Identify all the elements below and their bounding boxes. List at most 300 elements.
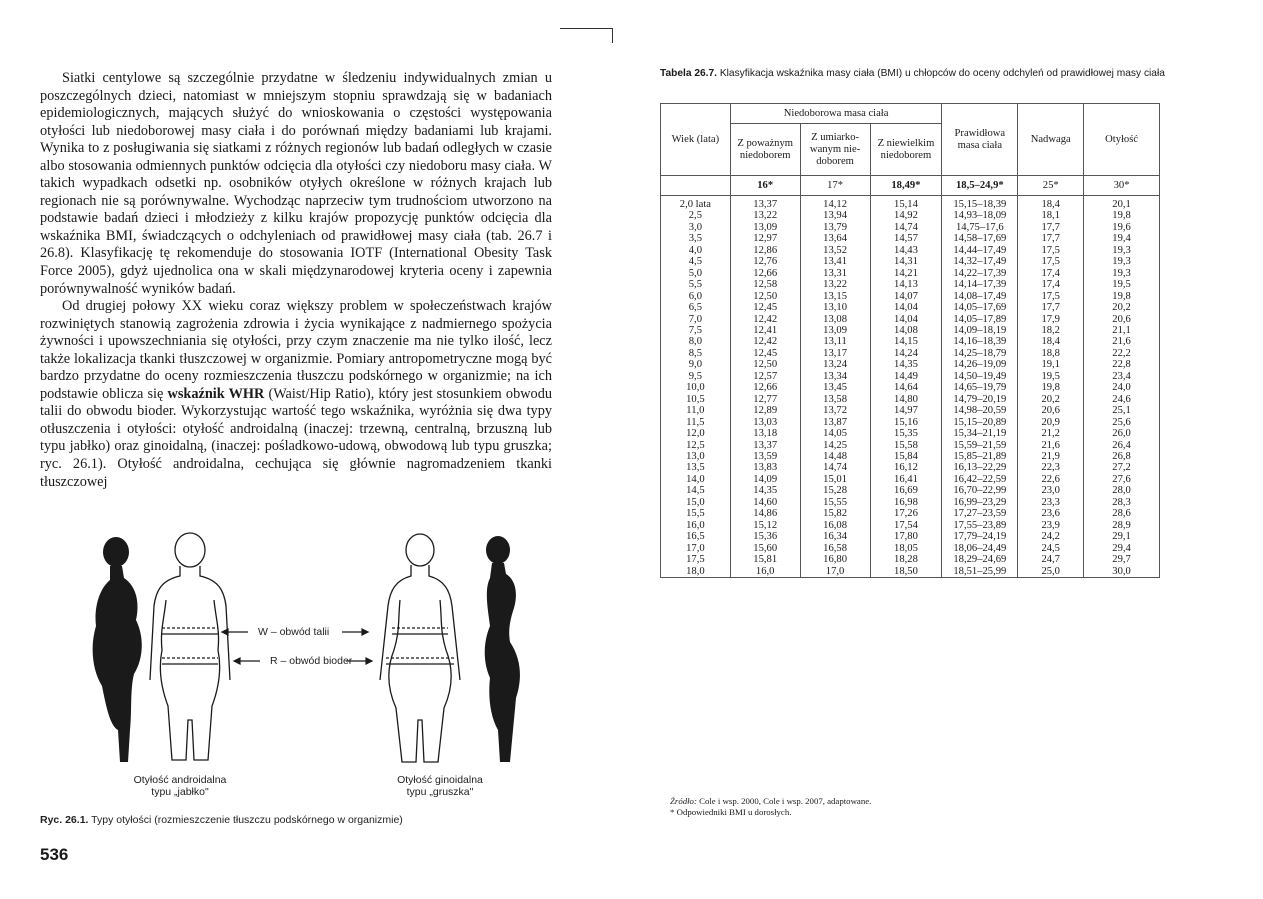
value-cell: 17,7	[1018, 233, 1084, 244]
header-moderate: Z umiarko-wanym nie-doborem	[800, 124, 870, 176]
value-cell: 12,50	[730, 291, 800, 302]
value-cell: 18,2	[1018, 325, 1084, 336]
value-cell: 15,85–21,89	[942, 451, 1018, 462]
value-cell: 14,04	[870, 314, 942, 325]
value-cell: 14,15	[870, 336, 942, 347]
value-cell: 13,11	[800, 336, 870, 347]
value-cell: 16,70–22,99	[942, 485, 1018, 496]
value-cell: 19,5	[1084, 279, 1160, 290]
value-cell: 14,05–17,69	[942, 302, 1018, 313]
cutoff-cell: 30*	[1084, 176, 1160, 196]
value-cell: 12,45	[730, 302, 800, 313]
table-row	[661, 371, 1160, 382]
value-cell: 14,43	[870, 245, 942, 256]
age-cell: 6,0	[661, 291, 731, 302]
value-cell: 14,79–20,19	[942, 394, 1018, 405]
table-row	[661, 233, 1160, 244]
value-cell: 16,80	[800, 554, 870, 565]
table-row	[661, 405, 1160, 416]
value-cell: 15,14	[870, 196, 942, 211]
value-cell: 22,2	[1084, 348, 1160, 359]
value-cell: 15,59–21,59	[942, 440, 1018, 451]
age-cell: 17,5	[661, 554, 731, 565]
pear-caption	[370, 774, 510, 798]
value-cell: 12,66	[730, 268, 800, 279]
value-cell: 14,49	[870, 371, 942, 382]
value-cell: 20,6	[1018, 405, 1084, 416]
value-cell: 24,7	[1018, 554, 1084, 565]
value-cell: 17,55–23,89	[942, 520, 1018, 531]
value-cell: 12,42	[730, 336, 800, 347]
value-cell: 14,32–17,49	[942, 256, 1018, 267]
value-cell: 25,0	[1018, 566, 1084, 578]
age-cell: 9,0	[661, 359, 731, 370]
figure-caption-text: Typy otyłości (rozmieszczenie tłuszczu podskórnego w organizmie)	[88, 814, 403, 826]
value-cell: 20,2	[1018, 394, 1084, 405]
header-normal: Prawidłowa masa ciała	[942, 104, 1018, 176]
value-cell: 13,87	[800, 417, 870, 428]
value-cell: 13,37	[730, 196, 800, 211]
value-cell: 28,3	[1084, 497, 1160, 508]
table-row	[661, 222, 1160, 233]
table-row	[661, 566, 1160, 578]
apple-outline	[150, 533, 230, 760]
value-cell: 13,10	[800, 302, 870, 313]
age-cell: 18,0	[661, 566, 731, 578]
table-row	[661, 417, 1160, 428]
cutoff-cell: 16*	[730, 176, 800, 196]
age-cell: 4,0	[661, 245, 731, 256]
header-obesity: Otyłość	[1084, 104, 1160, 176]
value-cell: 14,26–19,09	[942, 359, 1018, 370]
value-cell: 17,0	[800, 566, 870, 578]
value-cell: 14,60	[730, 497, 800, 508]
table-row	[661, 428, 1160, 439]
table-row	[661, 531, 1160, 542]
table-footnote: * Odpowiedniki BMI u dorosłych.	[670, 806, 792, 817]
value-cell: 19,5	[1018, 371, 1084, 382]
value-cell: 19,6	[1084, 222, 1160, 233]
table-row	[661, 291, 1160, 302]
value-cell: 22,8	[1084, 359, 1160, 370]
age-cell: 17,0	[661, 543, 731, 554]
value-cell: 15,82	[800, 508, 870, 519]
value-cell: 29,4	[1084, 543, 1160, 554]
value-cell: 15,36	[730, 531, 800, 542]
value-cell: 17,5	[1018, 291, 1084, 302]
value-cell: 12,41	[730, 325, 800, 336]
age-cell: 8,0	[661, 336, 731, 347]
table-source-text: Cole i wsp. 2000, Cole i wsp. 2007, adaptowane.	[696, 796, 872, 806]
value-cell: 13,31	[800, 268, 870, 279]
table-row	[661, 268, 1160, 279]
value-cell: 14,09–18,19	[942, 325, 1018, 336]
value-cell: 18,4	[1018, 196, 1084, 211]
value-cell: 13,09	[730, 222, 800, 233]
value-cell: 18,51–25,99	[942, 566, 1018, 578]
age-cell: 7,5	[661, 325, 731, 336]
value-cell: 13,17	[800, 348, 870, 359]
value-cell: 25,6	[1084, 417, 1160, 428]
value-cell: 14,31	[870, 256, 942, 267]
age-cell: 3,0	[661, 222, 731, 233]
value-cell: 15,58	[870, 440, 942, 451]
value-cell: 13,45	[800, 382, 870, 393]
table-row	[661, 302, 1160, 313]
value-cell: 16,69	[870, 485, 942, 496]
table-row	[661, 245, 1160, 256]
value-cell: 15,01	[800, 474, 870, 485]
value-cell: 17,80	[870, 531, 942, 542]
value-cell: 13,09	[800, 325, 870, 336]
header-severe: Z poważnym niedoborem	[730, 124, 800, 176]
table-title-text: Klasyfikacja wskaźnika masy ciała (BMI) u chłopców do oceny odchyleń od prawidłowej masy ciała	[717, 68, 1165, 79]
table-row	[661, 196, 1160, 211]
value-cell: 14,74	[800, 462, 870, 473]
value-cell: 12,76	[730, 256, 800, 267]
value-cell: 26,4	[1084, 440, 1160, 451]
value-cell: 18,50	[870, 566, 942, 578]
value-cell: 14,12	[800, 196, 870, 211]
age-cell: 14,0	[661, 474, 731, 485]
value-cell: 23,4	[1084, 371, 1160, 382]
value-cell: 15,34–21,19	[942, 428, 1018, 439]
value-cell: 20,9	[1018, 417, 1084, 428]
table-notes	[670, 796, 1150, 817]
cutoff-cell-empty	[661, 176, 731, 196]
table-row	[661, 382, 1160, 393]
table-row	[661, 210, 1160, 221]
value-cell: 13,15	[800, 291, 870, 302]
age-cell: 4,5	[661, 256, 731, 267]
table-row	[661, 520, 1160, 531]
value-cell: 13,94	[800, 210, 870, 221]
value-cell: 15,12	[730, 520, 800, 531]
table-source-label: Źródło:	[670, 796, 697, 806]
age-cell: 16,0	[661, 520, 731, 531]
value-cell: 14,75–17,6	[942, 222, 1018, 233]
value-cell: 14,05	[800, 428, 870, 439]
value-cell: 28,6	[1084, 508, 1160, 519]
value-cell: 14,24	[870, 348, 942, 359]
value-cell: 19,3	[1084, 256, 1160, 267]
value-cell: 14,93–18,09	[942, 210, 1018, 221]
value-cell: 14,48	[800, 451, 870, 462]
age-cell: 8,5	[661, 348, 731, 359]
value-cell: 14,25	[800, 440, 870, 451]
table-row	[661, 451, 1160, 462]
value-cell: 13,34	[800, 371, 870, 382]
value-cell: 14,09	[730, 474, 800, 485]
table-source	[670, 796, 1150, 807]
apple-caption-line2: typu „jabłko"	[151, 786, 209, 798]
value-cell: 14,05–17,89	[942, 314, 1018, 325]
value-cell: 19,8	[1018, 382, 1084, 393]
header-mild: Z niewielkim niedoborem	[870, 124, 942, 176]
value-cell: 20,2	[1084, 302, 1160, 313]
value-cell: 14,25–18,79	[942, 348, 1018, 359]
value-cell: 14,35	[730, 485, 800, 496]
value-cell: 24,0	[1084, 382, 1160, 393]
value-cell: 19,8	[1084, 291, 1160, 302]
value-cell: 16,99–23,29	[942, 497, 1018, 508]
value-cell: 14,44–17,49	[942, 245, 1018, 256]
table-row	[661, 279, 1160, 290]
cutoff-cell: 18,49*	[870, 176, 942, 196]
value-cell: 12,89	[730, 405, 800, 416]
value-cell: 19,3	[1084, 268, 1160, 279]
value-cell: 15,55	[800, 497, 870, 508]
value-cell: 24,5	[1018, 543, 1084, 554]
value-cell: 21,2	[1018, 428, 1084, 439]
value-cell: 14,92	[870, 210, 942, 221]
header-underweight-group: Niedoborowa masa ciała	[730, 104, 942, 124]
age-cell: 13,0	[661, 451, 731, 462]
value-cell: 19,4	[1084, 233, 1160, 244]
value-cell: 26,0	[1084, 428, 1160, 439]
crop-mark	[560, 28, 613, 43]
value-cell: 12,66	[730, 382, 800, 393]
value-cell: 14,08–17,49	[942, 291, 1018, 302]
value-cell: 12,42	[730, 314, 800, 325]
waist-label: W – obwód talii	[258, 626, 330, 638]
table-row	[661, 543, 1160, 554]
value-cell: 15,60	[730, 543, 800, 554]
value-cell: 16,08	[800, 520, 870, 531]
value-cell: 21,6	[1084, 336, 1160, 347]
value-cell: 14,21	[870, 268, 942, 279]
value-cell: 28,9	[1084, 520, 1160, 531]
cutoff-cell: 25*	[1018, 176, 1084, 196]
value-cell: 15,15–20,89	[942, 417, 1018, 428]
table-row	[661, 394, 1160, 405]
value-cell: 18,8	[1018, 348, 1084, 359]
age-cell: 2,0 lata	[661, 196, 731, 211]
value-cell: 18,29–24,69	[942, 554, 1018, 565]
apple-silhouette	[93, 537, 142, 762]
table-row	[661, 325, 1160, 336]
value-cell: 18,06–24,49	[942, 543, 1018, 554]
value-cell: 13,22	[730, 210, 800, 221]
value-cell: 14,65–19,79	[942, 382, 1018, 393]
age-cell: 7,0	[661, 314, 731, 325]
value-cell: 12,86	[730, 245, 800, 256]
age-cell: 14,5	[661, 485, 731, 496]
value-cell: 13,79	[800, 222, 870, 233]
age-cell: 11,5	[661, 417, 731, 428]
left-page	[0, 0, 620, 899]
value-cell: 14,64	[870, 382, 942, 393]
value-cell: 12,50	[730, 359, 800, 370]
age-cell: 15,0	[661, 497, 731, 508]
apple-caption-line1: Otyłość androidalna	[133, 774, 227, 786]
value-cell: 14,50–19,49	[942, 371, 1018, 382]
value-cell: 14,58–17,69	[942, 233, 1018, 244]
value-cell: 13,08	[800, 314, 870, 325]
value-cell: 14,07	[870, 291, 942, 302]
age-cell: 11,0	[661, 405, 731, 416]
value-cell: 13,59	[730, 451, 800, 462]
value-cell: 29,1	[1084, 531, 1160, 542]
value-cell: 15,28	[800, 485, 870, 496]
value-cell: 13,72	[800, 405, 870, 416]
age-cell: 12,5	[661, 440, 731, 451]
value-cell: 27,6	[1084, 474, 1160, 485]
value-cell: 14,13	[870, 279, 942, 290]
table-row	[661, 554, 1160, 565]
value-cell: 17,5	[1018, 256, 1084, 267]
hip-label: R – obwód bioder	[270, 655, 353, 667]
value-cell: 13,83	[730, 462, 800, 473]
value-cell: 17,26	[870, 508, 942, 519]
value-cell: 14,80	[870, 394, 942, 405]
value-cell: 13,22	[800, 279, 870, 290]
table-row	[661, 462, 1160, 473]
figure-caption-label: Ryc. 26.1.	[40, 814, 89, 826]
value-cell: 19,3	[1084, 245, 1160, 256]
value-cell: 14,86	[730, 508, 800, 519]
apple-caption	[110, 774, 250, 798]
value-cell: 15,15–18,39	[942, 196, 1018, 211]
age-cell: 12,0	[661, 428, 731, 439]
value-cell: 13,58	[800, 394, 870, 405]
table-row	[661, 485, 1160, 496]
age-cell: 5,0	[661, 268, 731, 279]
value-cell: 17,9	[1018, 314, 1084, 325]
value-cell: 16,12	[870, 462, 942, 473]
age-cell: 10,0	[661, 382, 731, 393]
value-cell: 16,98	[870, 497, 942, 508]
value-cell: 17,27–23,59	[942, 508, 1018, 519]
value-cell: 16,41	[870, 474, 942, 485]
pear-silhouette	[485, 536, 520, 762]
page-number: 536	[40, 845, 69, 864]
value-cell: 26,8	[1084, 451, 1160, 462]
table-row	[661, 440, 1160, 451]
pear-caption-line1: Otyłość ginoidalna	[397, 774, 483, 786]
right-page	[640, 0, 1263, 899]
table-label: Tabela 26.7.	[660, 68, 718, 79]
value-cell: 12,97	[730, 233, 800, 244]
body-text	[40, 70, 552, 491]
value-cell: 12,57	[730, 371, 800, 382]
value-cell: 15,16	[870, 417, 942, 428]
paragraph-2-start: Od drugiej połowy XX wieku coraz większy problem w społeczeństwach krajów rozwiniętych stanowią zagrożenia zdrowia i życia wynikające z nadmiernego spożycia żywności i upowszechniania się otyłości, przy czym znaczenie ma nie tylko ilość, lecz także lokalizacja tkanki tłuszczowej w organizmie. Pomiary antropometryczne mogą być bardzo przydatne do oceny rozmieszczenia tłuszczu podskórnego w organizmie; na ich podstawie oblicza się	[40, 298, 552, 402]
value-cell: 27,2	[1084, 462, 1160, 473]
value-cell: 17,5	[1018, 245, 1084, 256]
value-cell: 21,6	[1018, 440, 1084, 451]
figure-caption	[40, 814, 560, 826]
value-cell: 14,22–17,39	[942, 268, 1018, 279]
value-cell: 13,03	[730, 417, 800, 428]
value-cell: 16,42–22,59	[942, 474, 1018, 485]
table-row	[661, 336, 1160, 347]
value-cell: 18,4	[1018, 336, 1084, 347]
table-row	[661, 497, 1160, 508]
value-cell: 13,64	[800, 233, 870, 244]
value-cell: 13,37	[730, 440, 800, 451]
value-cell: 28,0	[1084, 485, 1160, 496]
value-cell: 14,04	[870, 302, 942, 313]
value-cell: 14,14–17,39	[942, 279, 1018, 290]
age-cell: 15,5	[661, 508, 731, 519]
value-cell: 24,2	[1018, 531, 1084, 542]
age-cell: 5,5	[661, 279, 731, 290]
value-cell: 13,52	[800, 245, 870, 256]
age-cell: 9,5	[661, 371, 731, 382]
value-cell: 25,1	[1084, 405, 1160, 416]
value-cell: 16,0	[730, 566, 800, 578]
header-overweight: Nadwaga	[1018, 104, 1084, 176]
value-cell: 17,7	[1018, 302, 1084, 313]
value-cell: 23,0	[1018, 485, 1084, 496]
value-cell: 13,18	[730, 428, 800, 439]
bmi-table	[660, 103, 1160, 578]
table-row	[661, 359, 1160, 370]
pear-caption-line2: typu „gruszka"	[406, 786, 474, 798]
value-cell: 17,54	[870, 520, 942, 531]
value-cell: 23,9	[1018, 520, 1084, 531]
pear-outline	[380, 534, 460, 762]
value-cell: 16,34	[800, 531, 870, 542]
table-row	[661, 508, 1160, 519]
value-cell: 14,97	[870, 405, 942, 416]
age-cell: 16,5	[661, 531, 731, 542]
figure-obesity-types	[70, 530, 560, 798]
age-cell: 10,5	[661, 394, 731, 405]
paragraph-2-end: (Waist/Hip Ratio), który jest stosunkiem obwodu talii do obwodu bioder. Wykorzystując wartość tego wskaźnika, wyróżnia się dwa typy otłuszczenia i otyłości: otyłość androidalną (inaczej: trzewną, centralną, brzuszną lub typu jabłko) oraz ginoidalną, (inaczej: pośladkowo-udową, obwodową lub typu gruszka; ryc. 26.1). Otyłość androidalna, cechująca się głównie nagromadzeniem tkanki tłuszczowej	[40, 385, 552, 490]
value-cell: 23,3	[1018, 497, 1084, 508]
value-cell: 22,6	[1018, 474, 1084, 485]
value-cell: 19,8	[1084, 210, 1160, 221]
cutoff-cell: 18,5–24,9*	[942, 176, 1018, 196]
value-cell: 21,9	[1018, 451, 1084, 462]
value-cell: 20,1	[1084, 196, 1160, 211]
value-cell: 22,3	[1018, 462, 1084, 473]
value-cell: 17,7	[1018, 222, 1084, 233]
table-row	[661, 256, 1160, 267]
paragraph-2	[40, 298, 552, 491]
value-cell: 12,77	[730, 394, 800, 405]
value-cell: 14,35	[870, 359, 942, 370]
table-row	[661, 348, 1160, 359]
value-cell: 29,7	[1084, 554, 1160, 565]
value-cell: 15,35	[870, 428, 942, 439]
value-cell: 18,28	[870, 554, 942, 565]
value-cell: 18,1	[1018, 210, 1084, 221]
value-cell: 18,05	[870, 543, 942, 554]
value-cell: 15,84	[870, 451, 942, 462]
value-cell: 14,08	[870, 325, 942, 336]
value-cell: 14,16–18,39	[942, 336, 1018, 347]
cutoff-row	[661, 176, 1160, 196]
value-cell: 13,41	[800, 256, 870, 267]
value-cell: 17,4	[1018, 268, 1084, 279]
table-row	[661, 314, 1160, 325]
value-cell: 16,58	[800, 543, 870, 554]
header-age: Wiek (lata)	[661, 104, 731, 176]
value-cell: 19,1	[1018, 359, 1084, 370]
cutoff-cell: 17*	[800, 176, 870, 196]
value-cell: 21,1	[1084, 325, 1160, 336]
age-cell: 3,5	[661, 233, 731, 244]
table-row	[661, 474, 1160, 485]
value-cell: 12,45	[730, 348, 800, 359]
value-cell: 15,81	[730, 554, 800, 565]
value-cell: 12,58	[730, 279, 800, 290]
value-cell: 13,24	[800, 359, 870, 370]
age-cell: 6,5	[661, 302, 731, 313]
